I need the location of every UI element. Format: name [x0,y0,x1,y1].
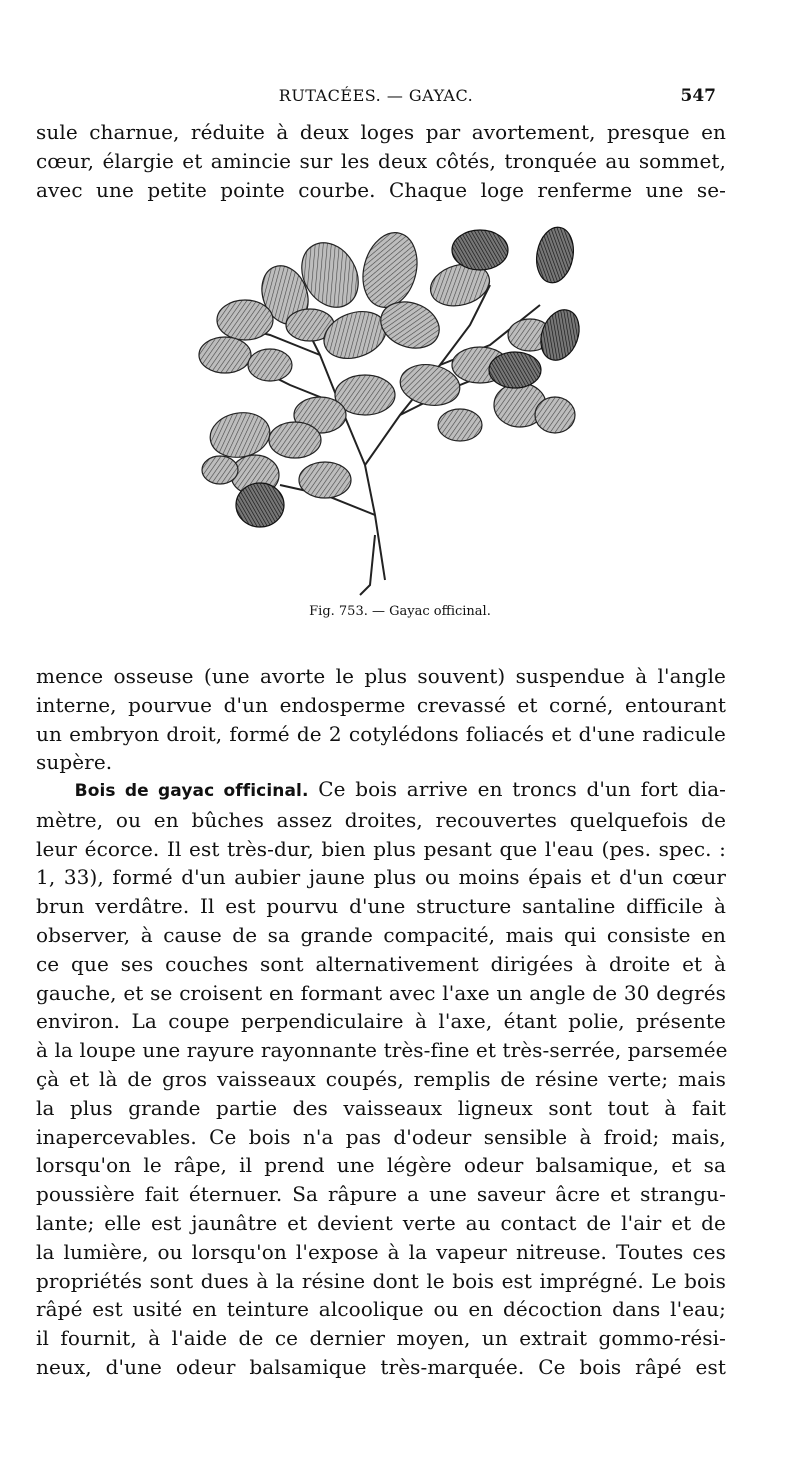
text-line: lorsqu'on le râpe, il prend une légère odeur balsamique, et sa [36,1153,726,1178]
text-line: inapercevables. Ce bois n'a pas d'odeur sensible à froid; mais, [36,1124,726,1149]
text-line: la lumière, ou lorsqu'on l'expose à la vapeur nitreuse. Toutes ces [36,1239,726,1264]
text-line: propriétés sont dues à la résine dont le bois est imprégné. Le bois [36,1268,726,1293]
text-line: sule charnue, réduite à deux loges par avortement, presque en [36,120,726,144]
text-line: la plus grande partie des vaisseaux ligneux sont tout à fait [36,1095,726,1120]
text-line: gauche, et se croisent en formant avec l'axe un angle de 30 degrés [36,980,726,1005]
text-line: avec une petite pointe courbe. Chaque loge renferme une se- [36,177,726,202]
text-line-first [36,775,726,806]
gayac-branch-drawing [160,215,630,615]
text-line: poussière fait éternuer. Sa râpure a une saveur âcre et strangu- [36,1182,726,1207]
figure-caption: Fig. 753. — Gayac officinal. [309,604,491,619]
text-line: râpé est usité en teinture alcoolique ou en décoction dans l'eau; [36,1297,726,1322]
page-number: 547 [680,86,716,106]
text-line: neux, d'une odeur balsamique très-marquée. Ce bois râpé est [36,1354,726,1379]
paragraph-bois-de-gayac [36,775,726,1382]
first-line-text: Ce bois arrive en troncs d'un fort dia- [318,777,726,801]
text-line: leur écorce. Il est très-dur, bien plus pesant que l'eau (pes. spec. : [36,836,726,861]
text-line: interne, pourvue d'un endosperme crevassé et corné, entourant [36,692,726,717]
text-line: mence osseuse (une avorte le plus souvent) suspendue à l'angle [36,664,726,688]
text-line: çà et là de gros vaisseaux coupés, remplis de résine verte; mais [36,1066,726,1091]
text-line: observer, à cause de sa grande compacité, mais qui consiste en [36,922,726,947]
section-lead-title: Bois de gayac officinal. [74,781,309,801]
text-line: 1, 33), formé d'un aubier jaune plus ou moins épais et d'un cœur [36,865,726,890]
text-line: lante; elle est jaunâtre et devient verte au contact de l'air et de [36,1210,726,1235]
text-line: environ. La coupe perpendiculaire à l'axe, étant polie, présente [36,1009,726,1034]
text-line: cœur, élargie et amincie sur les deux côtés, tronquée au sommet, [36,148,726,173]
text-line: il fournit, à l'aide de ce dernier moyen, un extrait gommo-rési- [36,1326,726,1351]
gayac-illustration [160,215,630,615]
running-title: RUTACÉES. — GAYAC. [278,86,474,105]
page-header [36,86,716,114]
text-line: brun verdâtre. Il est pourvu d'une structure santaline difficile à [36,894,726,919]
paragraph-top [36,118,726,204]
paragraph-seed [36,662,726,777]
text-line: à la loupe une rayure rayonnante très-fine et très-serrée, parsemée [36,1038,728,1063]
text-line: supère. [36,750,113,775]
text-line: ce que ses couches sont alternativement dirigées à droite et à [36,951,726,976]
text-line: mètre, ou en bûches assez droites, recouvertes quelquefois de [36,807,726,832]
text-line: un embryon droit, formé de 2 cotylédons foliacés et d'une radicule [36,721,726,746]
